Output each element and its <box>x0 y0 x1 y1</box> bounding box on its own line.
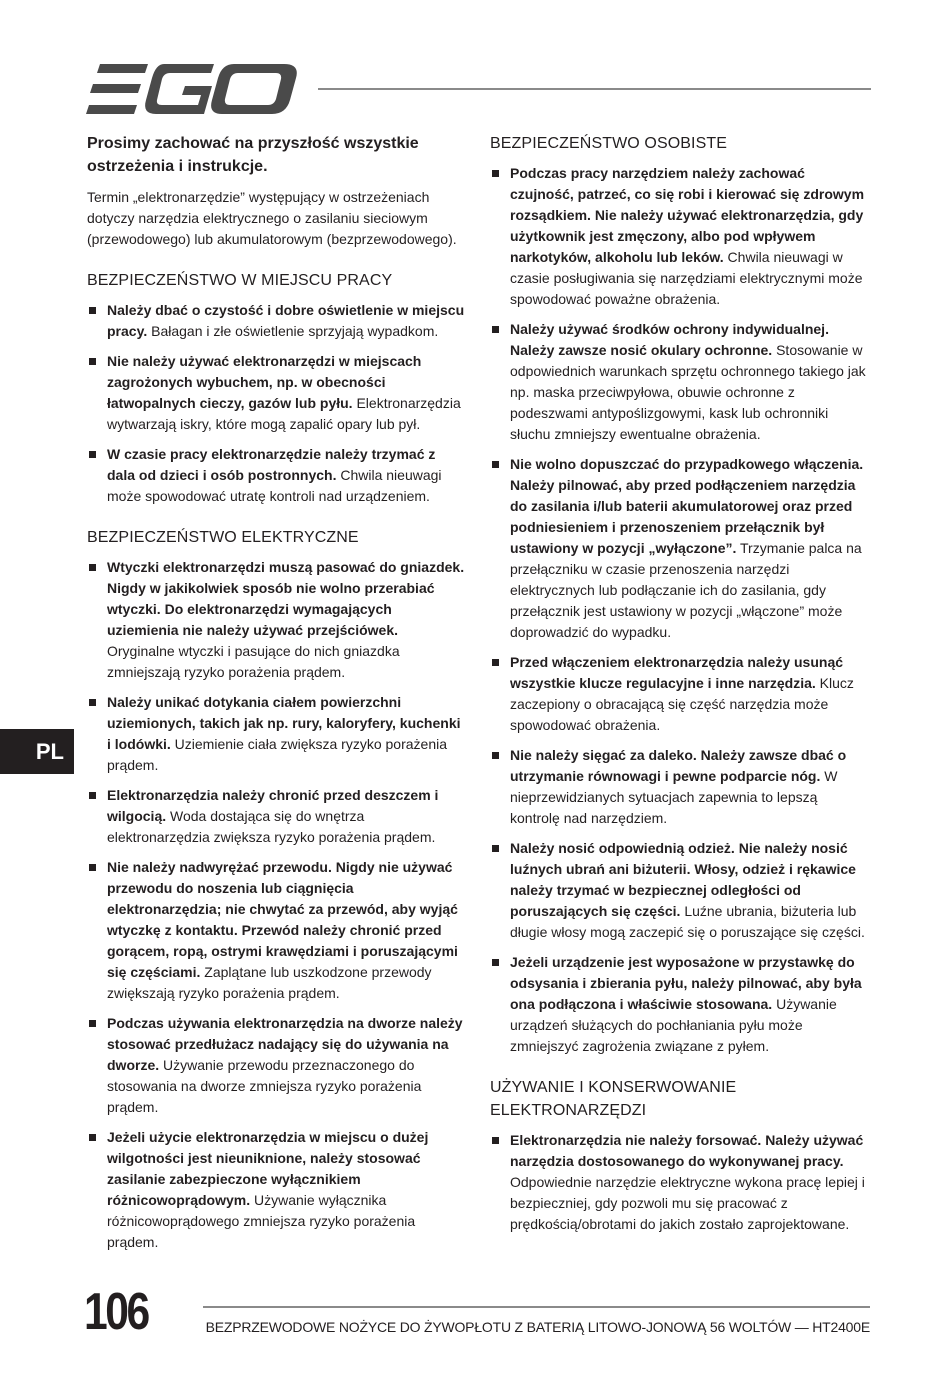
section-heading-electrical: BEZPIECZEŃSTWO ELEKTRYCZNE <box>87 529 359 546</box>
list-item: Przed włączeniem elektronarzędzia należy usunąć wszystkie klucze regulacyjne i inne narzędzia. Klucz zaczepiony o obracającą się część narzędzia może spowodować obrażenia. <box>490 652 870 736</box>
list-item: W czasie pracy elektronarzędzie należy trzymać z dala od dzieci i osób postronnych. Chwila nieuwagi może spowodować utratę kontroli nad urządzeniem. <box>87 444 465 507</box>
header-rule <box>318 88 871 90</box>
list-item: Wtyczki elektronarzędzi muszą pasować do gniazdek. Nigdy w jakikolwiek sposób nie wolno przerabiać wtyczki. Do elektronarzędzi wymagających uziemienia nie należy używać przejściówek. Oryginalne wtyczki i pasujące do nich gniazdka zmniejszają ryzyko porażenia prądem. <box>87 557 465 683</box>
bullet-square-icon <box>89 358 96 365</box>
bullet-square-icon <box>492 1137 499 1144</box>
list-item: Należy nosić odpowiednią odzież. Nie należy nosić luźnych ubrań ani biżuterii. Włosy, odzież i rękawice należy trzymać w bezpiecznej odległości od poruszających się części. Luźne ubrania, biżuteria lub długie włosy mogą zaczepić się o poruszające się części. <box>490 838 870 943</box>
section-heading-work-area: BEZPIECZEŃSTWO W MIEJSCU PRACY <box>87 272 393 289</box>
personal-list <box>490 163 870 1057</box>
bullet-square-icon <box>492 752 499 759</box>
bullet-square-icon <box>492 845 499 852</box>
left-column <box>87 132 465 1262</box>
section-heading-use-care: UŻYWANIE I KONSERWOWANIE ELEKTRONARZĘDZI <box>490 1079 737 1119</box>
bullet-square-icon <box>89 451 96 458</box>
bullet-square-icon <box>492 959 499 966</box>
section-heading-personal: BEZPIECZEŃSTWO OSOBISTE <box>490 135 727 152</box>
list-item: Elektronarzędzia nie należy forsować. Należy używać narzędzia dostosowanego do wykonywanej pracy. Odpowiednie narzędzie elektryczne wykona pracę lepiej i bezpieczniej, gdy pozwoli mu się pracować z prędkością/obrotami do jakich zostało zaprojektowane. <box>490 1130 870 1235</box>
bullet-square-icon <box>89 864 96 871</box>
electrical-list <box>87 557 465 1253</box>
bullet-square-icon <box>89 699 96 706</box>
ego-logo <box>86 64 298 114</box>
list-item: Nie wolno dopuszczać do przypadkowego włączenia. Należy pilnować, aby przed podłączeniem narzędzia do zasilania i/lub baterii akumulatorowej oraz przed podniesieniem i przenoszeniem przełącznik był ustawiony w pozycji „wyłączone”. Trzymanie palca na przełączniku w czasie przenoszenia narzędzi elektrycznych lub podłączanie ich do zasilania, gdy przełącznik jest ustawiony w pozycji „włączone” może doprowadzić do wypadku. <box>490 454 870 643</box>
bullet-square-icon <box>89 792 96 799</box>
list-item: Jeżeli urządzenie jest wyposażone w przystawkę do odsysania i zbierania pyłu, należy pilnować, aby była ona podłączona i właściwie stosowana. Używanie urządzeń służących do pochłaniania pyłu może zmniejszyć zagrożenia związane z pyłem. <box>490 952 870 1057</box>
list-item: Należy dbać o czystość i dobre oświetlenie w miejscu pracy. Bałagan i złe oświetlenie sprzyjają wypadkom. <box>87 300 465 342</box>
list-item: Podczas używania elektronarzędzia na dworze należy stosować przedłużacz nadający się do używania na dworze. Używanie przewodu przeznaczonego do stosowania na dworze zmniejsza ryzyko porażenia prądem. <box>87 1013 465 1118</box>
list-item: Należy używać środków ochrony indywidualnej. Należy zawsze nosić okulary ochronne. Stosowanie w odpowiednich warunkach sprzętu ochronnego takiego jak np. maska przeciwpyłowa, obuwie ochronne z podeszwami antypoślizgowymi, kask lub ochronniki słuchu zmniejszy ewentualne obrażenia. <box>490 319 870 445</box>
intro-text: Termin „elektronarzędzie” występujący w ostrzeżeniach dotyczy narzędzia elektrycznego o zasilaniu sieciowym (przewodowego) lub akumulatorowym (bezprzewodowego). <box>87 189 457 247</box>
work-area-list <box>87 300 465 507</box>
list-item: Nie należy używać elektronarzędzi w miejscach zagrożonych wybuchem, np. w obecności łatwopalnych cieczy, gazów lub pyłu. Elektronarzędzia wytwarzają iskry, które mogą zapalić opary lub pył. <box>87 351 465 435</box>
list-item: Podczas pracy narzędziem należy zachować czujność, patrzeć, co się robi i kierować się zdrowym rozsądkiem. Nie należy używać elektronarzędzia, gdy użytkownik jest zmęczony, albo pod wpływem narkotyków, alkoholu lub leków. Chwila nieuwagi w czasie posługiwania się narzędziami elektrycznymi może spowodować poważne obrażenia. <box>490 163 870 310</box>
bullet-square-icon <box>492 326 499 333</box>
bullet-square-icon <box>89 1020 96 1027</box>
bullet-square-icon <box>492 659 499 666</box>
bullet-square-icon <box>89 564 96 571</box>
bullet-square-icon <box>89 1134 96 1141</box>
bullet-square-icon <box>492 461 499 468</box>
list-item: Elektronarzędzia należy chronić przed deszczem i wilgocią. Woda dostająca się do wnętrza elektronarzędzia zwiększa ryzyko porażenia prądem. <box>87 785 465 848</box>
list-item: Nie należy sięgać za daleko. Należy zawsze dbać o utrzymanie równowagi i pewne podparcie nóg. W nieprzewidzianych sytuacjach zapewnia to lepszą kontrolę nad narzędziem. <box>490 745 870 829</box>
bullet-square-icon <box>89 307 96 314</box>
bullet-square-icon <box>492 170 499 177</box>
footer-rule <box>203 1306 870 1308</box>
list-item: Nie należy nadwyrężać przewodu. Nigdy nie używać przewodu do noszenia lub ciągnięcia elektronarzędzia; nie chwytać za przewód, aby wyjąć wtyczkę z kontaktu. Przewód należy chronić przed gorącem, ropą, ostrymi krawędziami i poruszającymi się częściami. Zaplątane lub uszkodzone przewody zwiększają ryzyko porażenia prądem. <box>87 857 465 1004</box>
use-care-list <box>490 1130 870 1235</box>
page-number: 106 <box>84 1283 148 1341</box>
right-column <box>490 132 870 1244</box>
intro-heading: Prosimy zachować na przyszłość wszystkie ostrzeżenia i instrukcje. <box>87 135 419 175</box>
language-tab: PL <box>0 729 74 774</box>
list-item: Należy unikać dotykania ciałem powierzchni uziemionych, takich jak np. rury, kaloryfery, kuchenki i lodówki. Uziemienie ciała zwiększa ryzyko porażenia prądem. <box>87 692 465 776</box>
footer-title: BEZPRZEWODOWE NOŻYCE DO ŻYWOPŁOTU Z BATERIĄ LITOWO-JONOWĄ 56 WOLTÓW — HT2400E <box>205 1319 870 1335</box>
list-item: Jeżeli użycie elektronarzędzia w miejscu o dużej wilgotności jest nieuniknione, należy stosować zasilanie zabezpieczone wyłącznikiem różnicowoprądowym. Używanie wyłącznika różnicowoprądowego zmniejsza ryzyko porażenia prądem. <box>87 1127 465 1253</box>
